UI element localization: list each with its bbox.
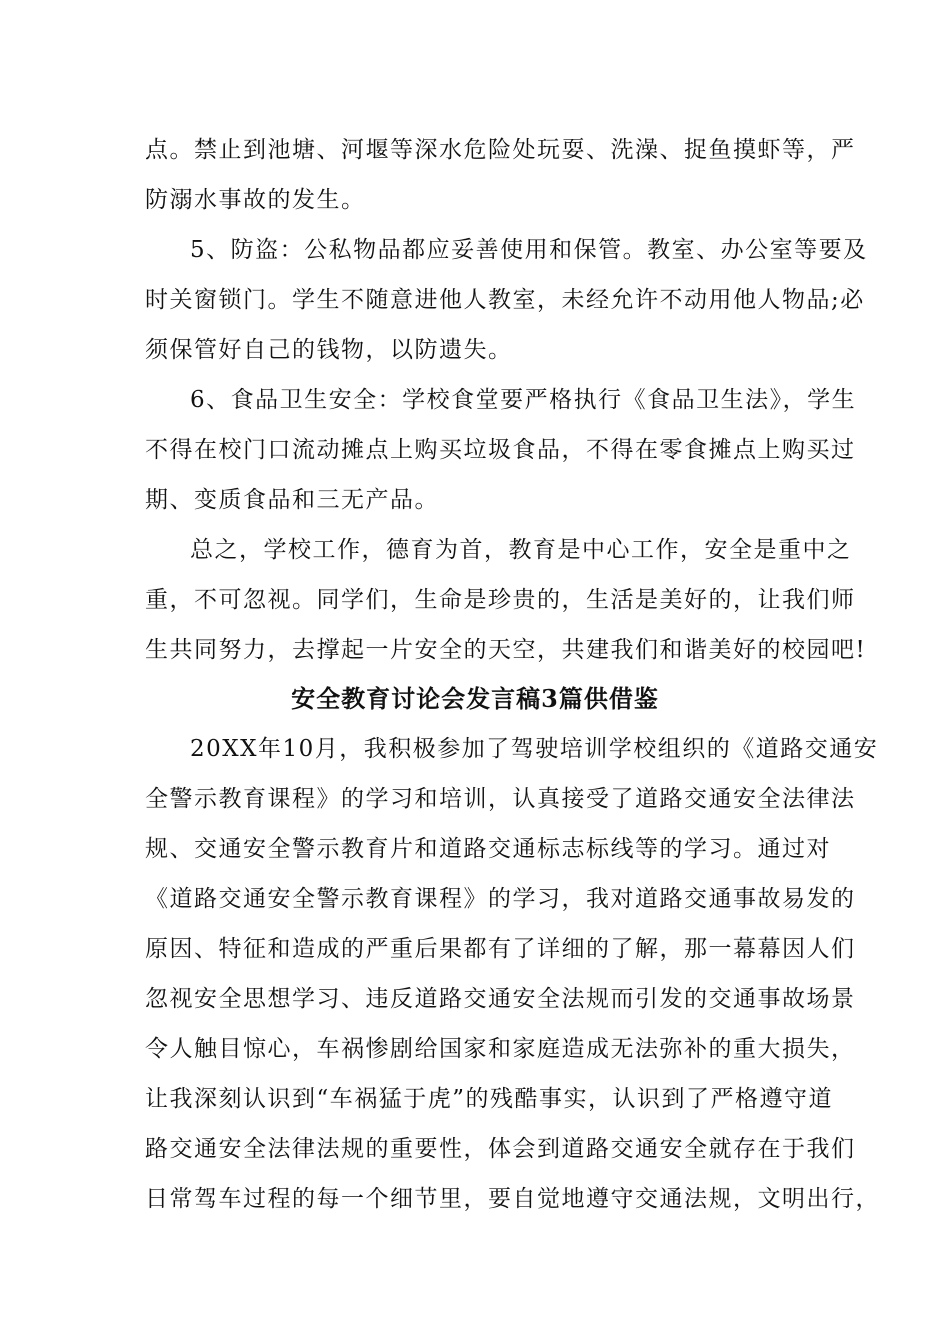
text-line: 重，不可忽视。同学们，生命是珍贵的，生活是美好的，让我们师 — [145, 587, 856, 613]
text-line: 20XX年10月，我积极参加了驾驶培训学校组织的《道路交通安 — [190, 736, 879, 762]
text-line: 忽视安全思想学习、违反道路交通安全法规而引发的交通事故场景 — [145, 986, 856, 1012]
text-line: 生共同努力，去撑起一片安全的天空，共建我们和谐美好的校园吧! — [145, 637, 867, 663]
text-line: 不得在校门口流动摊点上购买垃圾食品，不得在零食摊点上购买过 — [145, 437, 856, 463]
text-line: 期、变质食品和三无产品。 — [145, 487, 439, 513]
text-line: 时关窗锁门。学生不随意进他人教室，未经允许不动用他人物品;必 — [145, 287, 865, 313]
text-line: 《道路交通安全警示教育课程》的学习，我对道路交通事故易发的 — [145, 886, 856, 912]
text-line: 防溺水事故的发生。 — [145, 187, 366, 213]
text-line: 让我深刻认识到“车祸猛于虎”的残酷事实，认识到了严格遵守道 — [145, 1086, 834, 1112]
text-line: 令人触目惊心，车祸惨剧给国家和家庭造成无法弥补的重大损失， — [145, 1036, 856, 1062]
text-line: 规、交通安全警示教育片和道路交通标志标线等的学习。通过对 — [145, 836, 831, 862]
text-line: 日常驾车过程的每一个细节里，要自觉地遵守交通法规，文明出行， — [145, 1186, 880, 1212]
text-line: 全警示教育课程》的学习和培训，认真接受了道路交通安全法律法 — [145, 786, 856, 812]
text-line: 总之，学校工作，德育为首，教育是中心工作，安全是重中之 — [190, 537, 852, 563]
text-line: 6、食品卫生安全：学校食堂要严格执行《食品卫生法》，学生 — [190, 387, 857, 413]
text-line: 原因、特征和造成的严重后果都有了详细的了解，那一幕幕因人们 — [145, 936, 856, 962]
text-line: 路交通安全法律法规的重要性，体会到道路交通安全就存在于我们 — [145, 1136, 856, 1162]
section-title: 安全教育讨论会发言稿3篇供借鉴 — [291, 684, 659, 713]
text-line: 5、防盗：公私物品都应妥善使用和保管。教室、办公室等要及 — [190, 237, 868, 263]
text-line: 须保管好自己的钱物，以防遗失。 — [145, 337, 513, 363]
text-line: 点。禁止到池塘、河堰等深水危险处玩耍、洗澡、捉鱼摸虾等，严 — [145, 137, 856, 163]
